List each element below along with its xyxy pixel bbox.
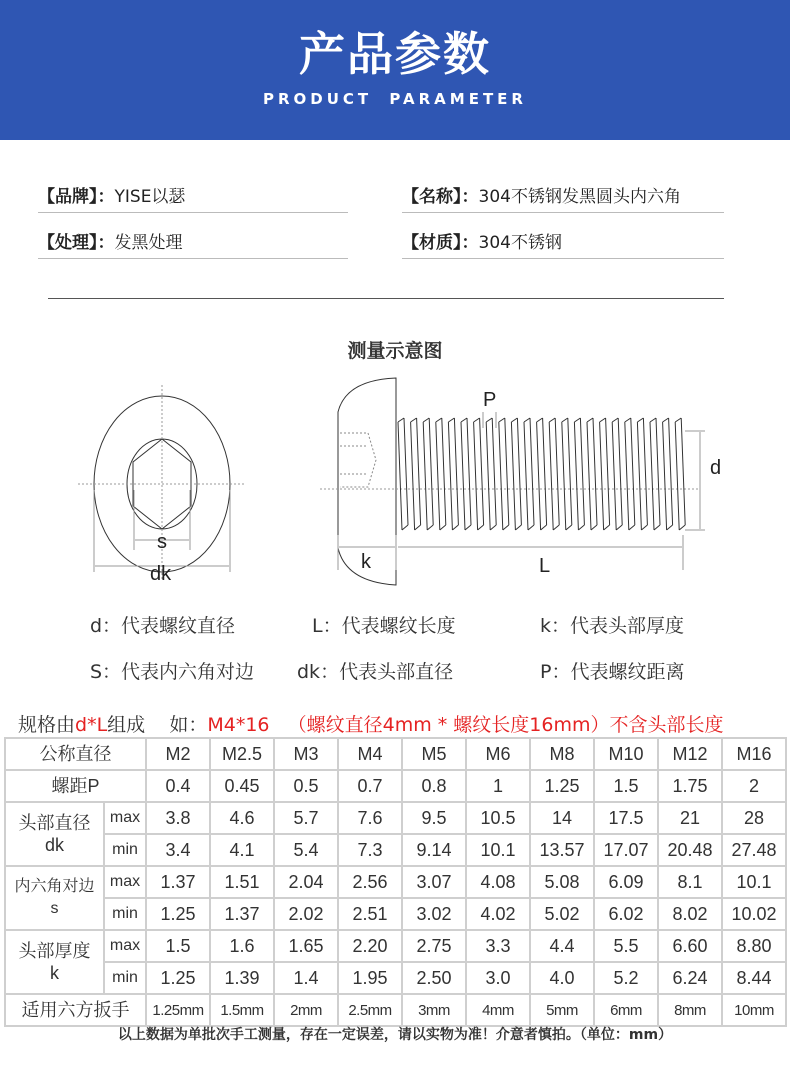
table-cell: 2.50 — [402, 962, 466, 994]
label-dk: dk — [150, 563, 172, 585]
table-cell: 0.5 — [274, 770, 338, 802]
table-cell: 17.5 — [594, 802, 658, 834]
thread-line — [537, 418, 547, 530]
table-cell: 3.0 — [466, 962, 530, 994]
table-cell: 2.75 — [402, 930, 466, 962]
row-label: 内六角对边 s — [5, 866, 104, 930]
screw-diagram — [0, 370, 790, 590]
table-cell: 1.95 — [338, 962, 402, 994]
table-cell: 1.25 — [146, 962, 210, 994]
table-cell: 1.75 — [658, 770, 722, 802]
thread-line — [448, 418, 458, 530]
table-cell: 5.02 — [530, 898, 594, 930]
max-label: max — [104, 802, 146, 834]
table-cell: 27.48 — [722, 834, 786, 866]
table-cell: 6.60 — [658, 930, 722, 962]
table-cell: 1.51 — [210, 866, 274, 898]
table-cell: 3.8 — [146, 802, 210, 834]
table-cell: 2.04 — [274, 866, 338, 898]
table-cell: 14 — [530, 802, 594, 834]
legend-L: L：代表螺纹长度 — [312, 615, 456, 637]
thread-line — [663, 418, 673, 530]
info-name: 【名称】：304不锈钢发黑圆头内六角 — [402, 187, 681, 207]
table-cell: 2.56 — [338, 866, 402, 898]
table-cell: 8.44 — [722, 962, 786, 994]
thread-line — [436, 418, 446, 530]
thread-line — [587, 418, 597, 530]
table-row-s-max — [5, 866, 786, 898]
thread-line — [675, 418, 685, 530]
table-cell: 10.1 — [722, 866, 786, 898]
table-row-dk-min — [5, 834, 786, 866]
table-cell: 21 — [658, 802, 722, 834]
table-cell: M4 — [338, 738, 402, 770]
table-cell: 1.37 — [146, 866, 210, 898]
table-cell: 10.1 — [466, 834, 530, 866]
thread-line — [411, 418, 421, 530]
table-cell: 8mm — [658, 994, 722, 1026]
thread-line — [612, 418, 622, 530]
thread-line — [562, 418, 572, 530]
legend-dk: dk：代表头部直径 — [297, 661, 454, 683]
table-row-k-min — [5, 962, 786, 994]
info-brand: 【品牌】：YISE以瑟 — [38, 187, 186, 207]
label-P: P — [483, 389, 497, 411]
divider — [38, 258, 348, 259]
table-cell: 5.2 — [594, 962, 658, 994]
table-cell: 7.6 — [338, 802, 402, 834]
thread-line — [524, 418, 534, 530]
legend-s: S：代表内六角对边 — [90, 661, 255, 683]
thread-line — [574, 418, 584, 530]
table-cell: 1.5 — [146, 930, 210, 962]
label-d: d — [710, 457, 722, 479]
min-label: min — [104, 962, 146, 994]
table-cell: 20.48 — [658, 834, 722, 866]
thread-line — [486, 418, 496, 530]
table-cell: 4mm — [466, 994, 530, 1026]
page-subtitle: PRODUCT PARAMETER — [263, 90, 527, 108]
table-cell: 2.5mm — [338, 994, 402, 1026]
table-cell: 4.6 — [210, 802, 274, 834]
thread-line — [650, 418, 660, 530]
table-cell: 4.4 — [530, 930, 594, 962]
table-cell: 1.5 — [594, 770, 658, 802]
thread-line — [600, 418, 610, 530]
table-cell: 1.65 — [274, 930, 338, 962]
thread-line — [423, 418, 433, 530]
thread-line — [637, 418, 647, 530]
table-cell: 2.20 — [338, 930, 402, 962]
table-cell: 2.51 — [338, 898, 402, 930]
table-row-k-max — [5, 930, 786, 962]
table-row-s-min — [5, 898, 786, 930]
label-s: s — [157, 531, 167, 553]
table-cell: 28 — [722, 802, 786, 834]
header-banner — [0, 0, 790, 140]
table-cell: 3.4 — [146, 834, 210, 866]
table-cell: 2.02 — [274, 898, 338, 930]
table-cell: 3mm — [402, 994, 466, 1026]
table-cell: 17.07 — [594, 834, 658, 866]
table-cell: 6.24 — [658, 962, 722, 994]
row-label: 头部厚度 k — [5, 930, 104, 994]
row-label: 头部直径 dk — [5, 802, 104, 866]
row-label: 公称直径 — [5, 738, 146, 770]
max-label: max — [104, 930, 146, 962]
table-cell: 3.3 — [466, 930, 530, 962]
table-cell: 8.1 — [658, 866, 722, 898]
table-cell: 5.7 — [274, 802, 338, 834]
table-cell: 6mm — [594, 994, 658, 1026]
table-cell: 5.5 — [594, 930, 658, 962]
table-cell: 6.09 — [594, 866, 658, 898]
table-cell: M12 — [658, 738, 722, 770]
table-cell: 6.02 — [594, 898, 658, 930]
table-cell: 4.02 — [466, 898, 530, 930]
table-cell: 1.5mm — [210, 994, 274, 1026]
table-cell: 10.5 — [466, 802, 530, 834]
info-treatment: 【处理】：发黑处理 — [38, 233, 183, 253]
thread-line — [461, 418, 471, 530]
thread-line — [511, 418, 521, 530]
table-cell: 5.08 — [530, 866, 594, 898]
divider — [402, 258, 724, 259]
table-cell: 1.25mm — [146, 994, 210, 1026]
table-cell: 1.6 — [210, 930, 274, 962]
table-cell: 1.25 — [530, 770, 594, 802]
table-cell: 1.4 — [274, 962, 338, 994]
table-cell: 1 — [466, 770, 530, 802]
table-row-dk-max — [5, 802, 786, 834]
table-cell: 0.8 — [402, 770, 466, 802]
table-cell: 4.08 — [466, 866, 530, 898]
table-cell: 7.3 — [338, 834, 402, 866]
row-label: 螺距P — [5, 770, 146, 802]
table-cell: M3 — [274, 738, 338, 770]
thread-line — [625, 418, 635, 530]
table-row-size — [5, 738, 786, 770]
table-cell: 0.45 — [210, 770, 274, 802]
diagram-title: 测量示意图 — [347, 340, 443, 362]
table-cell: 1.25 — [146, 898, 210, 930]
table-cell: M2.5 — [210, 738, 274, 770]
table-cell: 8.02 — [658, 898, 722, 930]
min-label: min — [104, 834, 146, 866]
table-cell: 0.7 — [338, 770, 402, 802]
table-cell: M5 — [402, 738, 466, 770]
table-cell: 0.4 — [146, 770, 210, 802]
table-cell: M2 — [146, 738, 210, 770]
spec-description: 规格由d*L组成 如：M4*16 （螺纹直径4mm * 螺纹长度16mm）不含头部长度 — [18, 714, 724, 736]
table-cell: M10 — [594, 738, 658, 770]
table-cell: 5mm — [530, 994, 594, 1026]
min-label: min — [104, 898, 146, 930]
table-cell: 5.4 — [274, 834, 338, 866]
footnote: 以上数据为单批次手工测量，存在一定误差，请以实物为准！介意者慎拍。（单位：mm） — [117, 1027, 673, 1043]
table-cell: 2mm — [274, 994, 338, 1026]
table-cell: 9.5 — [402, 802, 466, 834]
thread-line — [549, 418, 559, 530]
legend-d: d：代表螺纹直径 — [90, 615, 236, 637]
table-row-wrench — [5, 994, 786, 1026]
table-cell: 10.02 — [722, 898, 786, 930]
legend-k: k：代表头部厚度 — [540, 615, 685, 637]
legend-P: P：代表螺纹距离 — [540, 661, 685, 683]
table-cell: 2 — [722, 770, 786, 802]
table-cell: 3.07 — [402, 866, 466, 898]
label-k: k — [361, 551, 371, 573]
max-label: max — [104, 866, 146, 898]
table-row-pitch — [5, 770, 786, 802]
table-cell: M6 — [466, 738, 530, 770]
divider — [38, 212, 348, 213]
thread-line — [474, 418, 484, 530]
table-cell: 3.02 — [402, 898, 466, 930]
thread-line — [398, 418, 408, 530]
row-label: 适用六方扳手 — [5, 994, 146, 1026]
table-cell: 10mm — [722, 994, 786, 1026]
table-cell: 9.14 — [402, 834, 466, 866]
table-cell: 1.37 — [210, 898, 274, 930]
table-cell: M16 — [722, 738, 786, 770]
table-cell: 4.0 — [530, 962, 594, 994]
label-L: L — [539, 555, 551, 577]
table-cell: M8 — [530, 738, 594, 770]
info-material: 【材质】：304不锈钢 — [402, 233, 562, 253]
page-title: 产品参数 — [299, 27, 491, 81]
table-cell: 1.39 — [210, 962, 274, 994]
divider — [48, 298, 724, 299]
table-cell: 4.1 — [210, 834, 274, 866]
spec-table — [4, 737, 787, 1027]
divider — [402, 212, 724, 213]
table-cell: 8.80 — [722, 930, 786, 962]
thread-line — [499, 418, 509, 530]
table-cell: 13.57 — [530, 834, 594, 866]
